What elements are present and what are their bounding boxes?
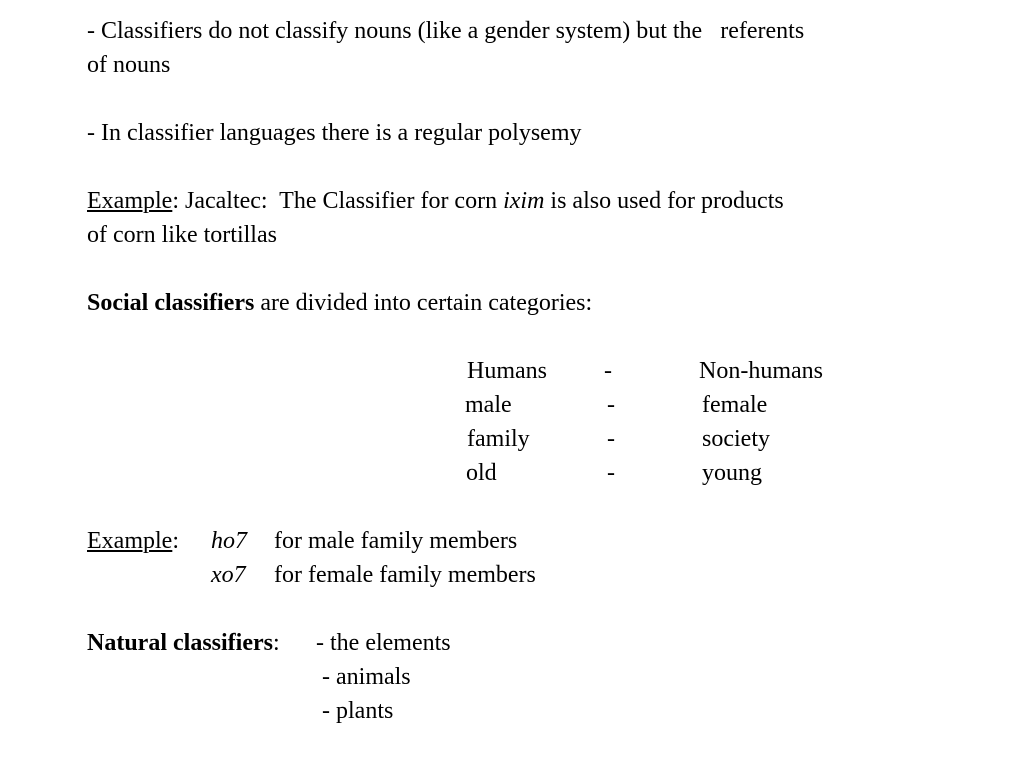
- natural-line: [87, 626, 280, 660]
- para1-line1: - Classifiers do not classify nouns (like a gender system) but the referents: [87, 18, 805, 44]
- category-right-3: young: [702, 460, 762, 486]
- natural-item-1: - animals: [322, 664, 411, 690]
- social-heading: Social classifiers: [87, 290, 255, 316]
- example2-term-1: xo7: [211, 562, 246, 588]
- category-left-3: old: [466, 460, 497, 486]
- natural-heading: Natural classifiers: [87, 630, 273, 656]
- example2-colon: :: [172, 528, 179, 554]
- para2-line1: - In classifier languages there is a regular polysemy: [87, 120, 582, 146]
- category-right-0: Non-humans: [699, 358, 823, 384]
- category-dash-0: -: [604, 358, 612, 384]
- example2-gloss-1: for female family members: [274, 562, 536, 588]
- category-left-0: Humans: [467, 358, 547, 384]
- para1-line2: of nouns: [87, 52, 171, 78]
- example1-text-end: is also used for products: [544, 188, 784, 214]
- category-dash-2: -: [607, 426, 615, 452]
- example2-term-0: ho7: [211, 528, 247, 554]
- category-right-2: society: [702, 426, 770, 452]
- social-line: [87, 286, 592, 320]
- category-left-1: male: [465, 392, 512, 418]
- example2-label: Example: [87, 528, 173, 554]
- category-right-1: female: [702, 392, 768, 418]
- natural-item-2: - plants: [322, 698, 394, 724]
- example1-text: : Jacaltec: The Classifier for corn: [172, 188, 504, 214]
- category-dash-3: -: [607, 460, 615, 486]
- category-left-2: family: [467, 426, 530, 452]
- example2-gloss-0: for male family members: [274, 528, 518, 554]
- example2-line1: [87, 524, 179, 558]
- example1-term: ixim: [503, 188, 545, 214]
- example1-line1: [87, 184, 784, 218]
- natural-colon: :: [272, 630, 280, 656]
- example1-line2: of corn like tortillas: [87, 222, 277, 248]
- category-dash-1: -: [607, 392, 615, 418]
- social-text: are divided into certain categories:: [254, 290, 593, 316]
- example1-label: Example: [87, 188, 173, 214]
- natural-item-0: - the elements: [316, 630, 451, 656]
